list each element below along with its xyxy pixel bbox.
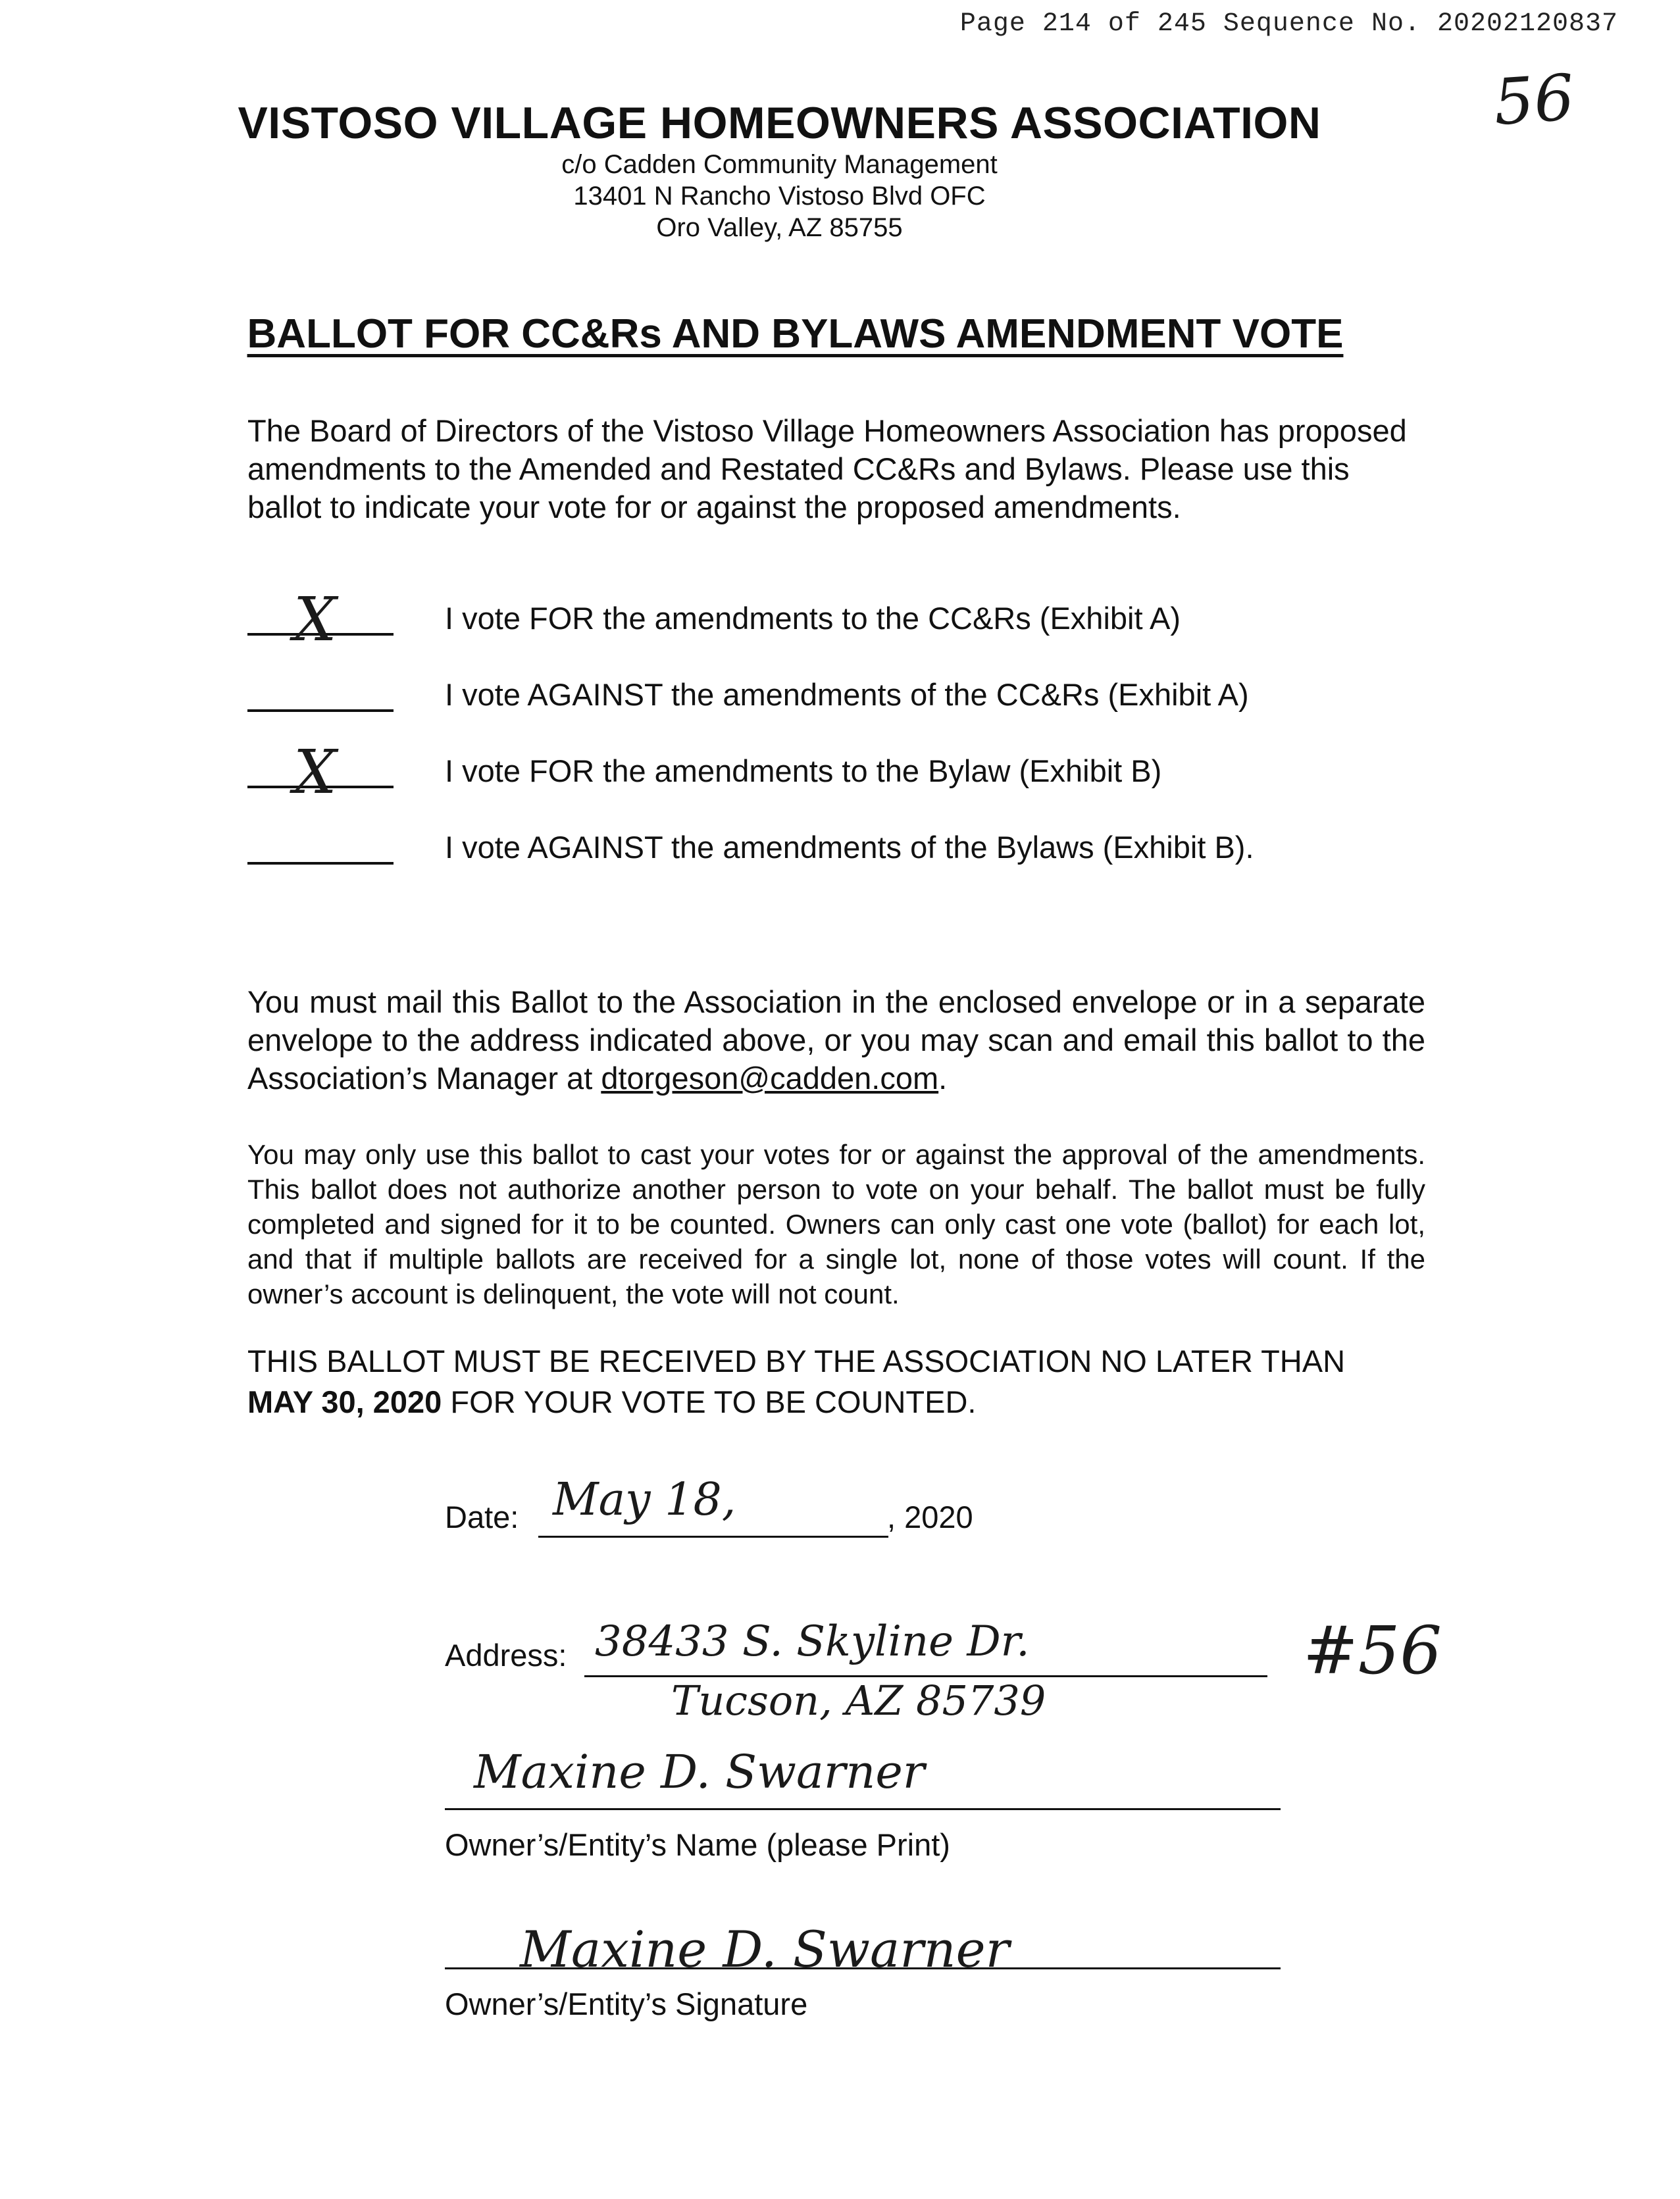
- mail-instructions: [247, 983, 1425, 1098]
- organization-name: VISTOSO VILLAGE HOMEOWNERS ASSOCIATION: [238, 98, 1321, 148]
- vote-option-label: I vote FOR the amendments to the Bylaw (Exhibit B): [445, 753, 1162, 788]
- mail-instructions-text: You must mail this Ballot to the Association in the enclosed envelope or in a separate envelope to the address indicated above, or you may scan and email this ballot to the Association’s Manager at: [247, 984, 1425, 1096]
- mail-instructions-suffix: .: [938, 1061, 948, 1096]
- deadline-rest: FOR YOUR VOTE TO BE COUNTED.: [442, 1384, 977, 1419]
- owner-name-field[interactable]: [445, 1808, 1281, 1810]
- vote-option-bylaws-for: [247, 737, 1498, 807]
- page-sequence-header: Page 214 of 245 Sequence No. 20202120837: [959, 9, 1618, 39]
- address-line-1-handwritten: 38433 S. Skyline Dr.: [595, 1617, 1030, 1666]
- vote-option-label: I vote FOR the amendments to the CC&Rs (Exhibit A): [445, 601, 1181, 636]
- handwritten-lot-number: 56: [1491, 60, 1577, 140]
- vote-mark: X: [293, 584, 337, 655]
- date-label: Date:: [445, 1500, 519, 1534]
- vote-mark: X: [293, 737, 337, 807]
- signature-label: Owner’s/Entity’s Signature: [445, 1986, 808, 2021]
- deadline-line-1: THIS BALLOT MUST BE RECEIVED BY THE ASSOCIATION NO LATER THAN: [247, 1344, 1346, 1378]
- deadline-notice: [247, 1341, 1432, 1423]
- date-year: , 2020: [887, 1500, 973, 1534]
- address-line-2-handwritten: Tucson, AZ 85739: [671, 1677, 1046, 1725]
- intro-paragraph: The Board of Directors of the Vistoso Village Homeowners Association has proposed amendments to the Amended and Restated CC&Rs and Bylaws. Please use this ballot to indicate your vote for or against the proposed amendments.: [247, 413, 1407, 524]
- vote-blank[interactable]: [247, 862, 394, 865]
- manager-email-link[interactable]: dtorgeson@cadden.com: [601, 1061, 939, 1096]
- ballot-rules: You may only use this ballot to cast your votes for or against the approval of the amendments. This ballot does not authorize another person to vote on your behalf. The ballot must be fully completed and signed for it to be counted. Owners can only cast one vote (ballot) for each lot, and that if multiple ballots are received for a single lot, none of those votes will count. If the owner’s account is delinquent, the vote will not count.: [247, 1139, 1425, 1309]
- vote-option-cc-rs-against: [247, 669, 1498, 728]
- owner-signature: Maxine D. Swarner: [520, 1920, 1009, 1979]
- lot-number-handwritten: #56: [1303, 1612, 1442, 1689]
- city-line: Oro Valley, AZ 85755: [656, 213, 903, 242]
- deadline-date: MAY 30, 2020: [247, 1384, 442, 1419]
- owner-name-label: Owner’s/Entity’s Name (please Print): [445, 1827, 950, 1862]
- vote-blank[interactable]: [247, 709, 394, 712]
- street-line: 13401 N Rancho Vistoso Blvd OFC: [573, 182, 986, 211]
- date-handwritten: May 18,: [553, 1474, 736, 1526]
- signature-field[interactable]: [445, 1967, 1281, 1969]
- vote-option-label: I vote AGAINST the amendments of the Bylaws (Exhibit B).: [445, 830, 1254, 865]
- owner-name-handwritten: Maxine D. Swarner: [474, 1745, 925, 1799]
- care-of-line: c/o Cadden Community Management: [561, 150, 998, 179]
- vote-option-label: I vote AGAINST the amendments of the CC&Rs (Exhibit A): [445, 677, 1249, 712]
- date-field[interactable]: [538, 1536, 888, 1538]
- address-label: Address:: [445, 1638, 567, 1673]
- vote-option-bylaws-against: [247, 821, 1498, 880]
- vote-option-cc-rs-for: [247, 584, 1498, 655]
- ballot-title: BALLOT FOR CC&Rs AND BYLAWS AMENDMENT VOTE: [247, 311, 1344, 357]
